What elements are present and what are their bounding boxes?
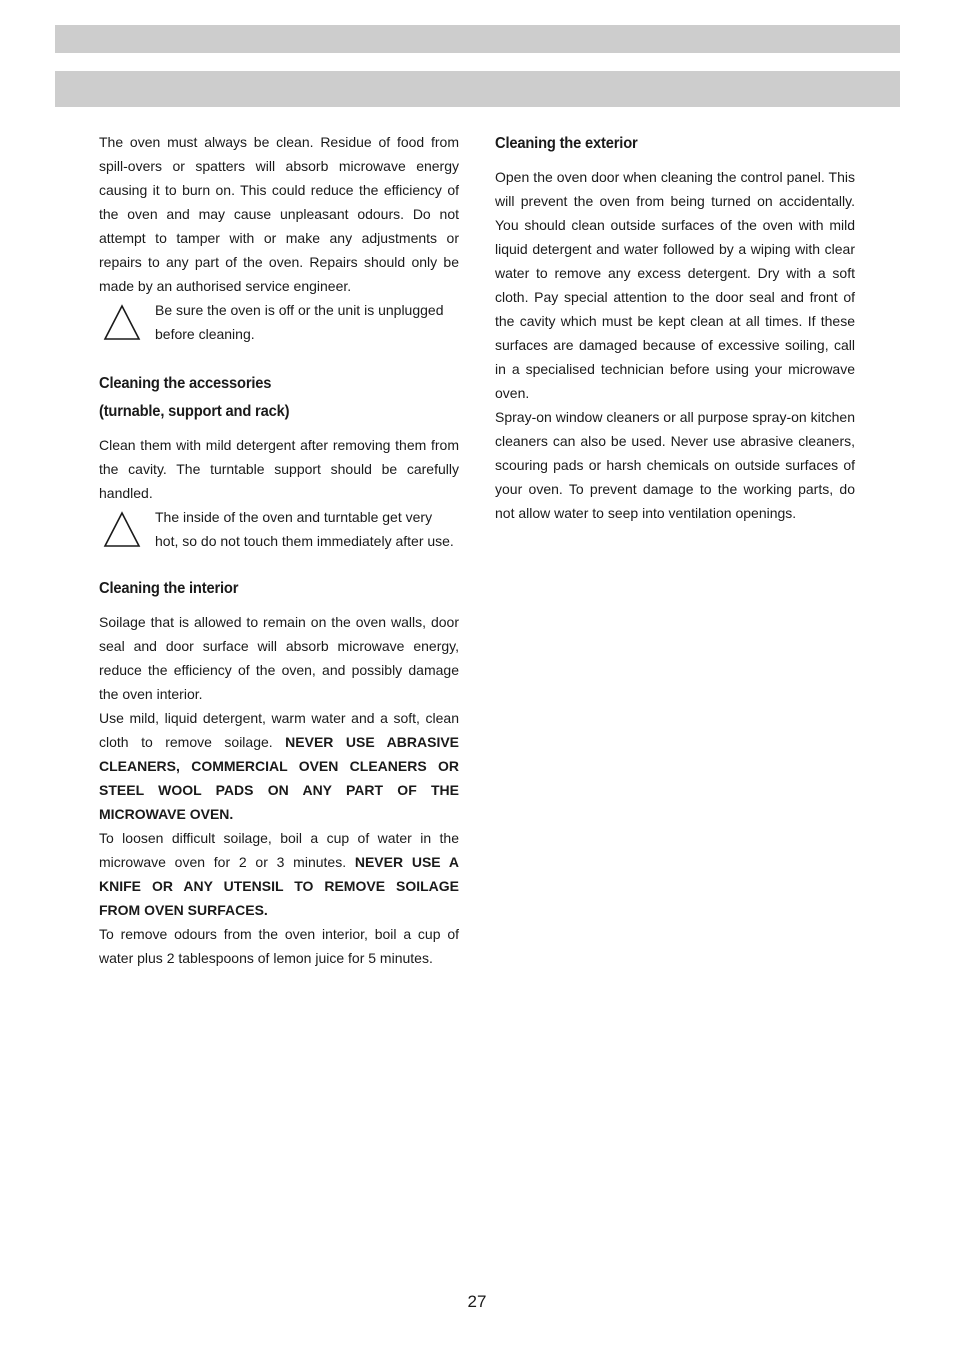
interior-paragraph-2: [99, 706, 459, 826]
warning-note-unplug: [99, 298, 459, 346]
accessories-heading-line1: Cleaning the accessories: [99, 375, 272, 392]
warning-text-unplug: Be sure the oven is off or the unit is unplugged before cleaning.: [155, 302, 444, 342]
interior-paragraph-3-text: To loosen difficult soilage, boil a cup of water in the microwave oven for 2 or 3 minutes.: [99, 830, 459, 870]
warning-text-hot: The inside of the oven and turntable get very hot, so do not touch them immediately after use.: [155, 509, 454, 549]
exterior-paragraph-1: Open the oven door when cleaning the control panel. This will prevent the oven from being turned on accidentally. You should clean outside surfaces of the oven with mild liquid detergent and water followed by a wiping with clear water to remove any excess detergent. Dry with a soft cloth. Pay special attention to the door seal and front of the cavity which must be kept clean at all times. If these surfaces are damaged because of excessive soiling, call in a specialised technician before using your microwave oven.: [495, 169, 855, 401]
page-number: 27: [467, 1292, 487, 1311]
warning-note-hot: [99, 505, 459, 553]
header-band-top: [55, 25, 900, 53]
exterior-paragraph-2: Spray-on window cleaners or all purpose spray-on kitchen cleaners can also be used. Never use abrasive cleaners, scouring pads or harsh chemicals on outside surfaces of your oven. To prevent damage to the working parts, do not allow water to seep into ventilation openings.: [495, 409, 855, 521]
accessories-paragraph: Clean them with mild detergent after removing them from the cavity. The turntable support should be carefully handled.: [99, 437, 459, 501]
header-band-bottom: [55, 71, 900, 107]
interior-paragraph-2-warning: NEVER USE ABRASIVE CLEANERS, COMMERCIAL OVEN CLEANERS OR STEEL WOOL PADS ON ANY PART OF THE MICROWAVE OVEN.: [99, 734, 460, 822]
interior-heading: Cleaning the interior: [99, 580, 239, 597]
interior-paragraph-1: Soilage that is allowed to remain on the oven walls, door seal and door surface will absorb microwave energy, reduce the efficiency of the oven, and possibly damage the oven interior.: [99, 614, 459, 702]
interior-paragraph-4: To remove odours from the oven interior, boil a cup of water plus 2 tablespoons of lemon juice for 5 minutes.: [99, 926, 459, 966]
warning-triangle-icon: [102, 510, 142, 550]
warning-triangle-icon: [102, 303, 142, 343]
exterior-heading: Cleaning the exterior: [495, 135, 638, 152]
intro-paragraph: The oven must always be clean. Residue of food from spill-overs or spatters will absorb microwave energy causing it to burn on. This could reduce the efficiency of the oven and may cause unpleasant odours. Do not attempt to tamper with or make any adjustments or repairs to any part of the oven. Repairs should only be made by an authorised service engineer.: [99, 134, 459, 294]
left-column: [99, 130, 459, 970]
interior-paragraph-3-warning: NEVER USE A KNIFE OR ANY UTENSIL TO REMOVE SOILAGE FROM OVEN SURFACES.: [99, 854, 459, 918]
interior-paragraph-2-text: Use mild, liquid detergent, warm water and a soft, clean cloth to remove soilage.: [99, 710, 459, 750]
interior-paragraph-3: [99, 826, 459, 922]
accessories-heading-line2: (turnable, support and rack): [99, 403, 290, 420]
right-column: [495, 130, 855, 525]
